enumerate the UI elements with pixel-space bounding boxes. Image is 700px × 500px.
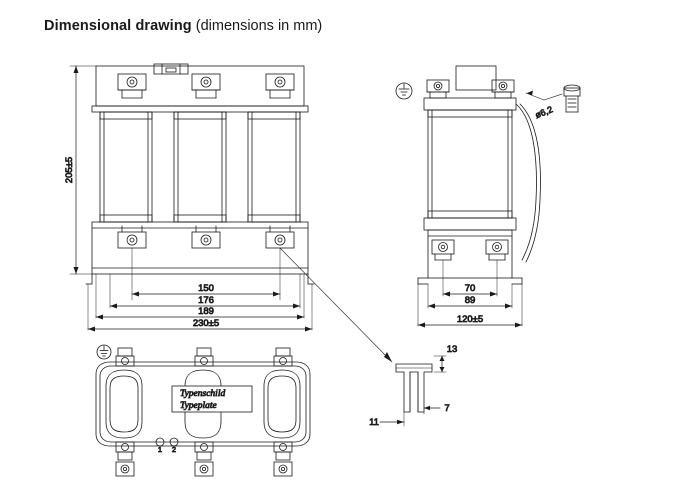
front-top-frame	[96, 66, 304, 106]
side-dim-label-70: 70	[464, 283, 476, 294]
detail-dim-label-7: 7	[444, 403, 450, 414]
top-terminal-3	[274, 348, 292, 366]
side-view-group	[396, 66, 580, 328]
front-dim-label-189: 189	[198, 306, 214, 317]
detail-dim-11	[380, 412, 404, 426]
front-top-terminal-1	[118, 74, 146, 98]
detail-dim-label-13: 13	[446, 344, 458, 355]
top-coil-1	[106, 370, 142, 438]
bottom-terminal-3	[274, 442, 292, 476]
bottom-terminal-2	[195, 442, 213, 476]
front-view-group	[64, 64, 314, 332]
side-dim-label-89: 89	[464, 295, 476, 306]
detail-dim-7	[424, 406, 440, 414]
side-screw-detail	[526, 85, 580, 112]
detail-dim-label-11: 11	[369, 417, 379, 428]
side-dim-label-120: 120±5	[456, 314, 484, 325]
front-bottom-terminal-2	[192, 226, 220, 248]
side-top-block	[456, 66, 496, 90]
front-coil-2	[174, 112, 226, 222]
side-bottom-plate	[424, 218, 516, 230]
front-dim-label-230: 230±5	[192, 318, 220, 329]
top-view-group	[96, 345, 310, 476]
side-bottom-terminal-right	[486, 240, 508, 260]
side-bottom-terminal-left	[432, 240, 454, 260]
marker-2-label: 2	[171, 445, 177, 454]
front-top-bracket	[154, 64, 188, 74]
front-top-terminal-3	[266, 74, 294, 98]
front-bottom-terminal-3	[266, 226, 294, 248]
bottom-terminal-1	[116, 442, 134, 476]
front-height-label: 205±5	[64, 156, 75, 184]
front-top-plate	[92, 106, 308, 112]
top-terminal-2	[195, 348, 213, 366]
page-title-strong: Dimensional drawing	[44, 18, 192, 34]
typeplate-line-1: Typenschild	[180, 389, 226, 399]
typeplate-line-2: Typeplate	[180, 401, 217, 411]
page-title-rest: (dimensions in mm)	[191, 18, 323, 34]
front-coil-1	[100, 112, 152, 222]
front-dim-label-176: 176	[198, 295, 214, 306]
front-bottom-terminal-1	[118, 226, 146, 248]
front-coil-3	[248, 112, 300, 222]
detail-dim-13	[434, 356, 446, 372]
earth-ground-icon	[396, 83, 412, 99]
side-coil-body	[428, 110, 512, 218]
marker-1-label: 1	[157, 445, 163, 454]
top-coil-3	[264, 370, 300, 438]
side-hole-label: ø6,2	[533, 104, 555, 121]
front-dim-label-150: 150	[198, 283, 214, 294]
detail-view-group	[280, 248, 457, 428]
side-top-plate	[424, 98, 516, 110]
detail-bracket	[396, 364, 432, 412]
top-terminal-1	[116, 348, 134, 366]
front-top-terminal-2	[192, 74, 220, 98]
top-earth-ground-icon	[97, 345, 111, 359]
